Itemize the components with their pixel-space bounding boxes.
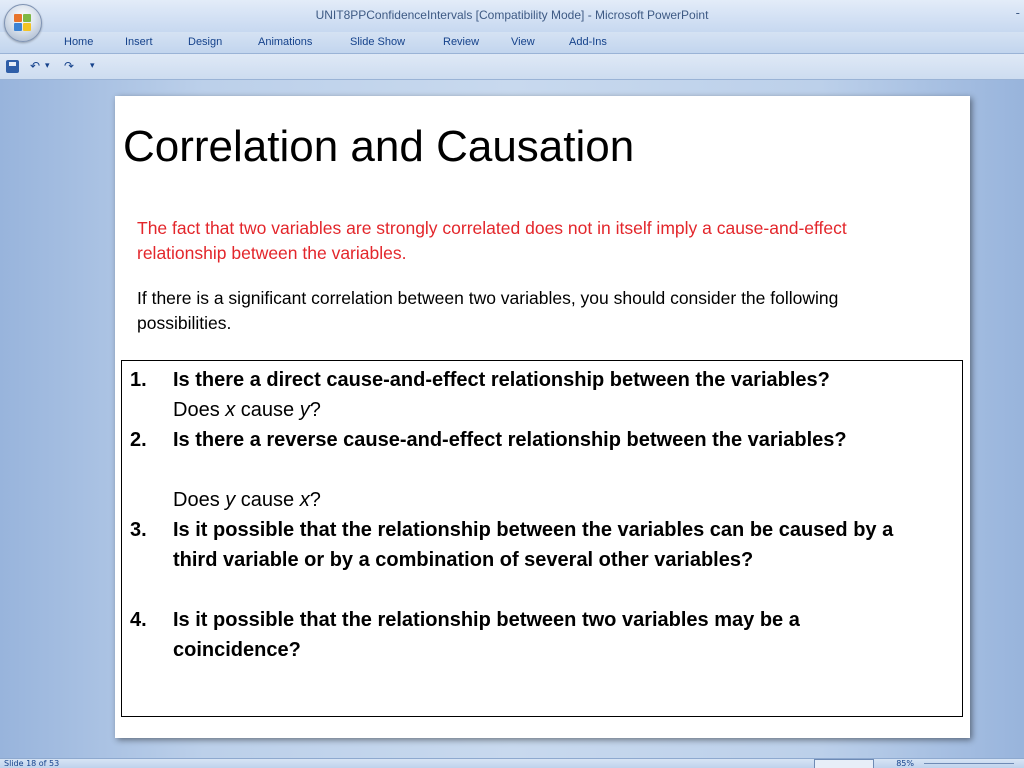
question-text: Is there a reverse cause-and-effect relationship between the variables? [173, 429, 847, 451]
office-button[interactable] [4, 4, 42, 42]
office-logo-icon [14, 14, 32, 32]
redo-icon[interactable]: ↷ [64, 59, 75, 73]
undo-icon[interactable]: ↶ [30, 59, 41, 73]
slide-counter: Slide 18 of 53 [4, 759, 60, 768]
view-buttons[interactable] [814, 759, 874, 768]
tab-add-ins[interactable]: Add-Ins [569, 36, 607, 48]
slide[interactable] [115, 96, 970, 738]
tab-slide-show[interactable]: Slide Show [350, 36, 406, 48]
title-bar [0, 0, 1024, 32]
question-number: 4. [130, 609, 147, 631]
questions-box[interactable] [121, 360, 963, 717]
black-paragraph[interactable]: If there is a significant correlation between two variables, you should consider the following possibilities. [137, 288, 839, 333]
tab-animations[interactable]: Animations [258, 36, 313, 48]
tab-home[interactable]: Home [64, 36, 94, 48]
zoom-level[interactable]: 85% [896, 759, 914, 768]
question-number: 3. [130, 519, 147, 541]
status-bar [0, 758, 1024, 768]
zoom-slider[interactable] [924, 763, 1014, 764]
tab-view[interactable]: View [511, 36, 535, 48]
question-number: 1. [130, 369, 147, 391]
undo-dropdown-icon[interactable]: ▾ [45, 61, 50, 71]
quick-access-toolbar [0, 54, 1024, 80]
tab-design[interactable]: Design [188, 36, 223, 48]
minimize-button[interactable]: - [1015, 6, 1020, 20]
question-number: 2. [130, 429, 147, 451]
customize-toolbar-icon[interactable]: ▾ [90, 61, 95, 71]
question-text: Is it possible that the relationship between the variables can be caused by a third variable or by a combination of several other variables? [173, 519, 894, 571]
sub-question-1: Does x cause y? [173, 399, 321, 421]
question-text: Is it possible that the relationship between two variables may be a coincidence? [173, 609, 800, 661]
window-title: UNIT8PPConfidenceIntervals [Compatibility Mode] - Microsoft PowerPoint [315, 8, 709, 22]
slide-title[interactable]: Correlation and Causation [123, 122, 635, 171]
tab-insert[interactable]: Insert [125, 36, 153, 48]
save-icon[interactable] [6, 60, 19, 73]
ribbon-tabs [0, 32, 1024, 54]
slide-workspace [0, 80, 1024, 758]
sub-question-2: Does y cause x? [173, 489, 321, 511]
question-text: Is there a direct cause-and-effect relationship between the variables? [173, 369, 830, 391]
tab-review[interactable]: Review [443, 36, 480, 48]
red-paragraph[interactable]: The fact that two variables are strongly correlated does not in itself imply a cause-and-effect relationship between the variables. [137, 218, 847, 263]
